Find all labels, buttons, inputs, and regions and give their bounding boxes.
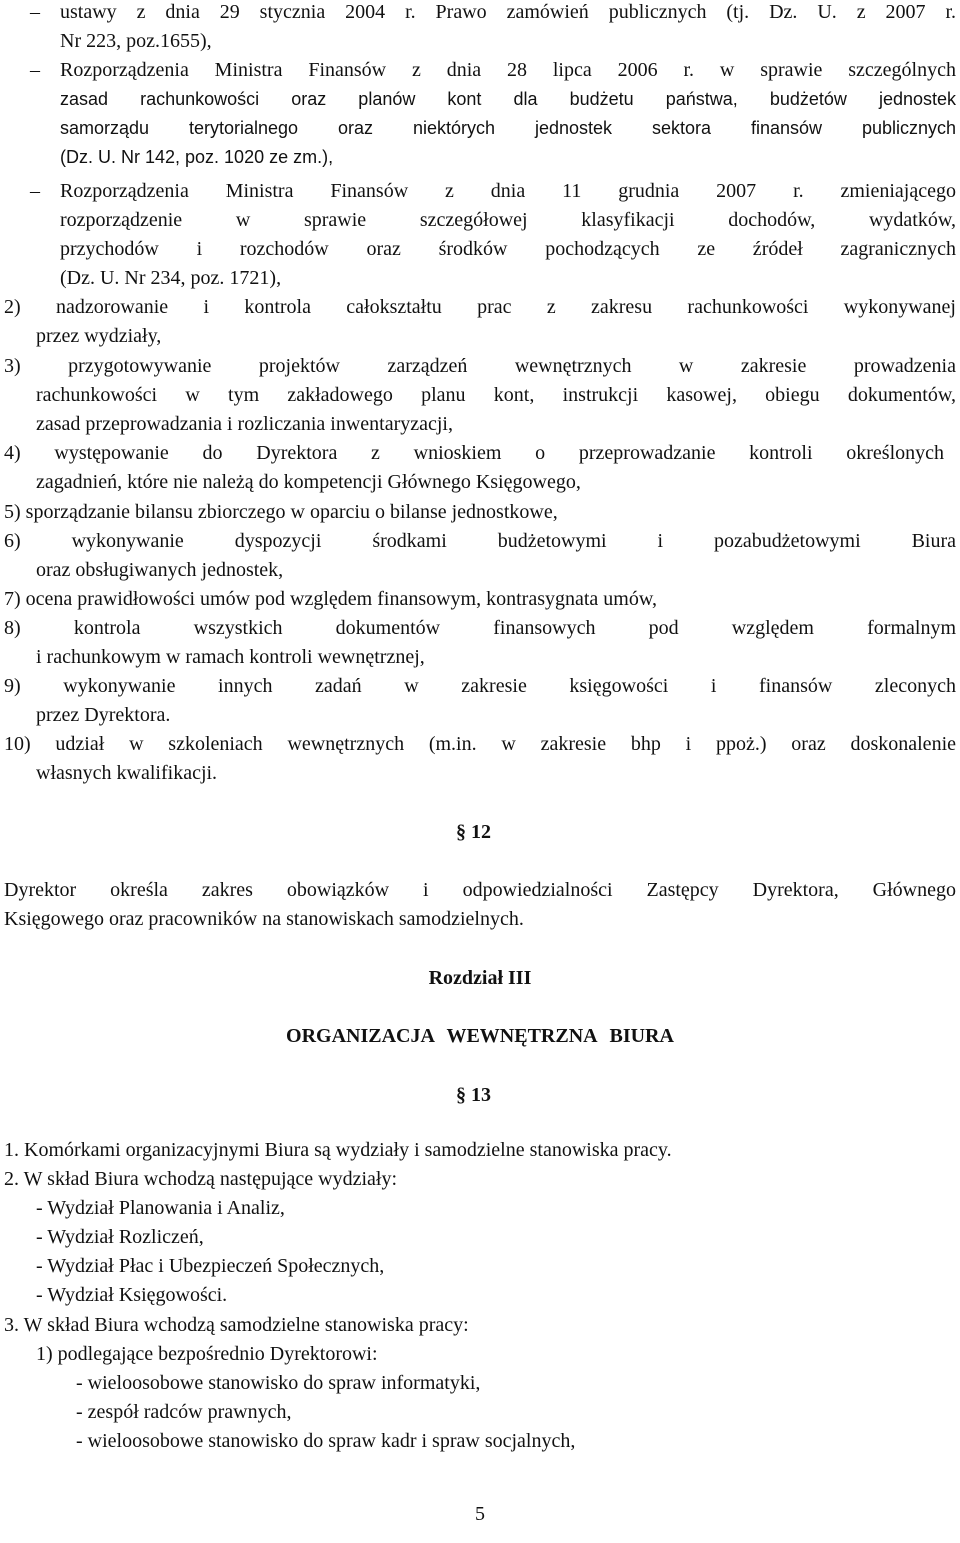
- text-line: własnych kwalifikacji.: [36, 762, 218, 784]
- dash-marker: –: [30, 59, 40, 81]
- text-line: rozporządzenie w sprawie szczegółowej klasyfikacji dochodów, wydatków,: [60, 209, 956, 231]
- text-line: oraz obsługiwanych jednostek,: [36, 559, 284, 581]
- text-line: (Dz. U. Nr 142, poz. 1020 ze zm.),: [60, 147, 334, 167]
- text-line: Nr 223, poz.1655),: [60, 30, 212, 52]
- text-line: przez wydziały,: [36, 325, 162, 347]
- position-item: - wieloosobowe stanowisko do spraw kadr i spraw socjalnych,: [76, 1430, 576, 1452]
- paragraph-3: 3. W skład Biura wchodzą samodzielne stanowiska pracy:: [4, 1314, 469, 1336]
- dash-marker: –: [30, 1, 40, 23]
- text-line: przychodów i rozchodów oraz środków pochodzących ze źródeł zagranicznych: [60, 238, 956, 260]
- paragraph-1: 1. Komórkami organizacyjnymi Biura są wydziały i samodzielne stanowiska pracy.: [4, 1139, 672, 1161]
- list-item-2: 2) nadzorowanie i kontrola całokształtu prac z zakresu rachunkowości wykonywanej: [4, 296, 956, 318]
- page-number: 5: [475, 1503, 485, 1525]
- paragraph-text: Dyrektor określa zakres obowiązków i odpowiedzialności Zastępcy Dyrektora, Głównego: [4, 879, 956, 901]
- department-item: - Wydział Rozliczeń,: [36, 1226, 204, 1248]
- text-line: zagadnień, które nie należą do kompetencji Głównego Księgowego,: [36, 471, 581, 493]
- text-line: rachunkowości w tym zakładowego planu kont, instrukcji kasowej, obiegu dokumentów,: [36, 384, 956, 406]
- text-line: Rozporządzenia Ministra Finansów z dnia 28 lipca 2006 r. w sprawie szczególnych: [60, 59, 956, 81]
- text-line: ustawy z dnia 29 stycznia 2004 r. Prawo zamówień publicznych (tj. Dz. U. z 2007 r.: [60, 1, 956, 23]
- list-item-10: 10) udział w szkoleniach wewnętrznych (m.in. w zakresie bhp i ppoż.) oraz doskonalenie: [4, 733, 956, 755]
- paragraph-text: Księgowego oraz pracowników na stanowiskach samodzielnych.: [4, 908, 524, 930]
- department-item: - Wydział Płac i Ubezpieczeń Społecznych,: [36, 1255, 385, 1277]
- chapter-subtitle: ORGANIZACJA WEWNĘTRZNA BIURA: [286, 1025, 674, 1047]
- section-number-12: § 12: [456, 821, 491, 843]
- text-line: zasad rachunkowości oraz planów kont dla budżetu państwa, budżetów jednostek: [60, 89, 956, 109]
- list-item-8: 8) kontrola wszystkich dokumentów finansowych pod względem formalnym: [4, 617, 956, 639]
- section-number-13: § 13: [456, 1084, 491, 1106]
- list-item-3: 3) przygotowywanie projektów zarządzeń wewnętrznych w zakresie prowadzenia: [4, 355, 956, 377]
- list-item-5: 5) sporządzanie bilansu zbiorczego w oparciu o bilanse jednostkowe,: [4, 501, 558, 523]
- department-item: - Wydział Księgowości.: [36, 1284, 228, 1306]
- text-line: (Dz. U. Nr 234, poz. 1721),: [60, 267, 282, 289]
- list-item-4: 4) występowanie do Dyrektora z wnioskiem o przeprowadzanie kontroli określonych: [4, 442, 944, 464]
- text-line: przez Dyrektora.: [36, 704, 171, 726]
- paragraph-2: 2. W skład Biura wchodzą następujące wydziały:: [4, 1168, 398, 1190]
- text-line: zasad przeprowadzania i rozliczania inwentaryzacji,: [36, 413, 453, 435]
- position-item: - zespół radców prawnych,: [76, 1401, 292, 1423]
- list-item-7: 7) ocena prawidłowości umów pod względem finansowym, kontrasygnata umów,: [4, 588, 657, 610]
- department-item: - Wydział Planowania i Analiz,: [36, 1197, 285, 1219]
- dash-marker: –: [30, 180, 40, 202]
- text-line: samorządu terytorialnego oraz niektórych jednostek sektora finansów publicznych: [60, 118, 956, 138]
- list-item-6: 6) wykonywanie dyspozycji środkami budżetowymi i pozabudżetowymi Biura: [4, 530, 956, 552]
- position-item: - wieloosobowe stanowisko do spraw informatyki,: [76, 1372, 481, 1394]
- text-line: Rozporządzenia Ministra Finansów z dnia 11 grudnia 2007 r. zmieniającego: [60, 180, 956, 202]
- text-line: i rachunkowym w ramach kontroli wewnętrznej,: [36, 646, 425, 668]
- chapter-title: Rozdział III: [428, 967, 532, 989]
- subparagraph-1: 1) podlegające bezpośrednio Dyrektorowi:: [36, 1343, 378, 1365]
- list-item-9: 9) wykonywanie innych zadań w zakresie księgowości i finansów zleconych: [4, 675, 956, 697]
